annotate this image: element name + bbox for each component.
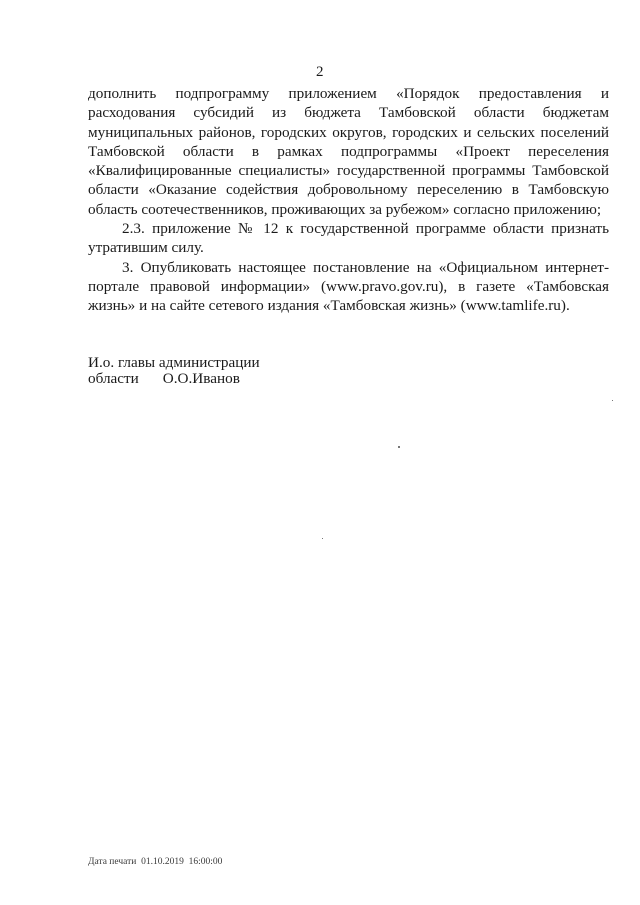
paragraph-appendix-12-repeal: 2.3. приложение № 12 к государственной программе области признать утратившим силу. <box>88 220 609 257</box>
scan-speck <box>612 400 613 401</box>
signatory-name: О.О.Иванов <box>162 370 240 387</box>
paragraph-publication: 3. Опубликовать настоящее постановление на «Официальном интернет-портале правовой информации» (www.pravo.gov.ru), в газете «Тамбовская жизнь» и на сайте сетевого издания «Тамбовская жизнь» (www.tamlife.ru). <box>88 258 609 315</box>
scan-speck <box>322 538 323 539</box>
paragraph-subprogram-addition: дополнить подпрограмму приложением «Порядок предоставления и расходования субсидий из бюджета Тамбовской области бюджетам муниципальных районов, городских округов, городских и сельских поселений Тамбовской области в рамках подпрограммы «Проект переселения «Квалифицированные специалисты» государственной программы Тамбовской области «Оказание содействия добровольному переселению в Тамбовскую область соотечественников, проживающих за рубежом» согласно приложению; <box>88 85 609 218</box>
signature-block <box>88 355 260 387</box>
signatory-title-line-1: И.о. главы администрации <box>88 354 260 371</box>
document-body <box>88 84 609 316</box>
signatory-title-line-2 <box>88 371 260 387</box>
print-date-footer: Дата печати 01.10.2019 16:00:00 <box>88 857 223 867</box>
scan-speck <box>398 446 400 448</box>
page-number: 2 <box>316 64 324 80</box>
signatory-region: области <box>88 370 139 387</box>
